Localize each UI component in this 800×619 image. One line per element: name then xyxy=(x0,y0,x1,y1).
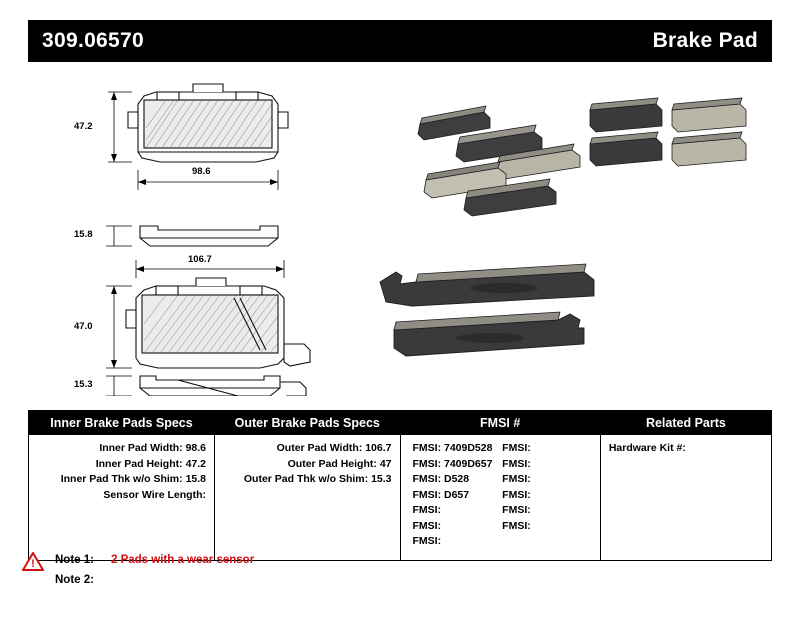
spec-label: Outer Pad Height: xyxy=(287,457,377,470)
dimension-label-inner-thickness: 15.8 xyxy=(74,229,93,240)
column-header-fmsi: FMSI # xyxy=(400,411,600,435)
dimension-label-outer-height: 47.0 xyxy=(74,321,93,332)
pad-photo-group-bottom xyxy=(380,264,594,356)
spec-row-outer-pad-width xyxy=(223,441,392,457)
document-header xyxy=(28,20,772,62)
fmsi-row: FMSI: xyxy=(502,519,531,532)
fmsi-row: FMSI: D657 xyxy=(412,488,470,501)
fmsi-row: FMSI: 7409D528 xyxy=(412,442,493,454)
cell-related-parts xyxy=(600,435,771,560)
spec-value: 15.8 xyxy=(185,473,206,485)
fmsi-row: FMSI: xyxy=(502,473,531,485)
fmsi-column-left xyxy=(413,441,503,550)
notes-section xyxy=(31,550,555,590)
spec-label: Sensor Wire Length: xyxy=(103,488,206,501)
column-header-related-parts: Related Parts xyxy=(600,411,771,435)
technical-drawing-area xyxy=(28,66,772,396)
spec-row-outer-pad-height xyxy=(223,457,392,473)
fmsi-row: FMSI: 7409D657 xyxy=(412,457,493,470)
related-part-row: Hardware Kit #: xyxy=(608,442,686,454)
spec-label: Inner Pad Thk w/o Shim: xyxy=(60,473,183,485)
spec-label: Inner Pad Width: xyxy=(99,442,183,454)
fmsi-row: FMSI: xyxy=(502,504,531,516)
spec-value: 15.3 xyxy=(371,473,392,485)
document-type-title: Brake Pad xyxy=(652,29,758,52)
spec-label: Outer Pad Thk w/o Shim: xyxy=(243,473,369,485)
fmsi-row: FMSI: xyxy=(412,504,442,516)
pad-photo-group-top-right xyxy=(590,98,746,166)
dimension-label-inner-height: 47.2 xyxy=(74,121,93,132)
fmsi-row: FMSI: D528 xyxy=(412,473,470,485)
pad-photo-group-top-left xyxy=(418,106,580,216)
spec-value: 47.2 xyxy=(185,457,206,470)
note-row-2 xyxy=(55,570,555,590)
spec-row-inner-pad-width xyxy=(37,441,206,457)
spec-value: 47 xyxy=(379,457,392,470)
cell-inner-specs xyxy=(29,435,215,560)
part-number: 309.06570 xyxy=(42,29,144,52)
fmsi-row: FMSI: xyxy=(502,488,531,501)
table-header-row xyxy=(29,411,771,435)
specifications-table xyxy=(28,410,772,561)
spec-label: Outer Pad Width: xyxy=(276,442,363,454)
spec-value: 98.6 xyxy=(185,442,206,454)
spec-row-sensor-wire-length xyxy=(37,488,206,504)
drawing-svg xyxy=(28,66,772,396)
note-2-label: Note 2: xyxy=(55,574,94,586)
spec-value: 106.7 xyxy=(365,442,392,454)
fmsi-row: FMSI: xyxy=(412,519,442,532)
dimension-label-outer-width: 106.7 xyxy=(188,254,212,265)
fmsi-row: FMSI: xyxy=(502,457,531,470)
warning-icon xyxy=(22,552,44,571)
spec-row-inner-pad-thickness xyxy=(37,472,206,488)
column-header-outer-specs: Outer Brake Pads Specs xyxy=(215,411,401,435)
svg-text:!: ! xyxy=(31,558,35,570)
table-body-row xyxy=(29,435,771,560)
fmsi-row: FMSI: xyxy=(502,442,531,454)
cell-fmsi xyxy=(400,435,600,560)
fmsi-row: FMSI: xyxy=(412,535,442,547)
cell-outer-specs xyxy=(215,435,401,560)
fmsi-column-right xyxy=(502,441,592,550)
note-1-text: 2 Pads with a wear sensor xyxy=(111,554,255,566)
note-row-1 xyxy=(55,550,555,570)
note-1-label: Note 1: xyxy=(55,554,94,566)
spec-label: Inner Pad Height: xyxy=(95,457,183,470)
spec-row-inner-pad-height xyxy=(37,457,206,473)
dimension-label-inner-width: 98.6 xyxy=(192,166,211,177)
column-header-inner-specs: Inner Brake Pads Specs xyxy=(29,411,215,435)
spec-row-outer-pad-thickness xyxy=(223,472,392,488)
dimension-label-outer-thickness: 15.3 xyxy=(74,379,93,390)
